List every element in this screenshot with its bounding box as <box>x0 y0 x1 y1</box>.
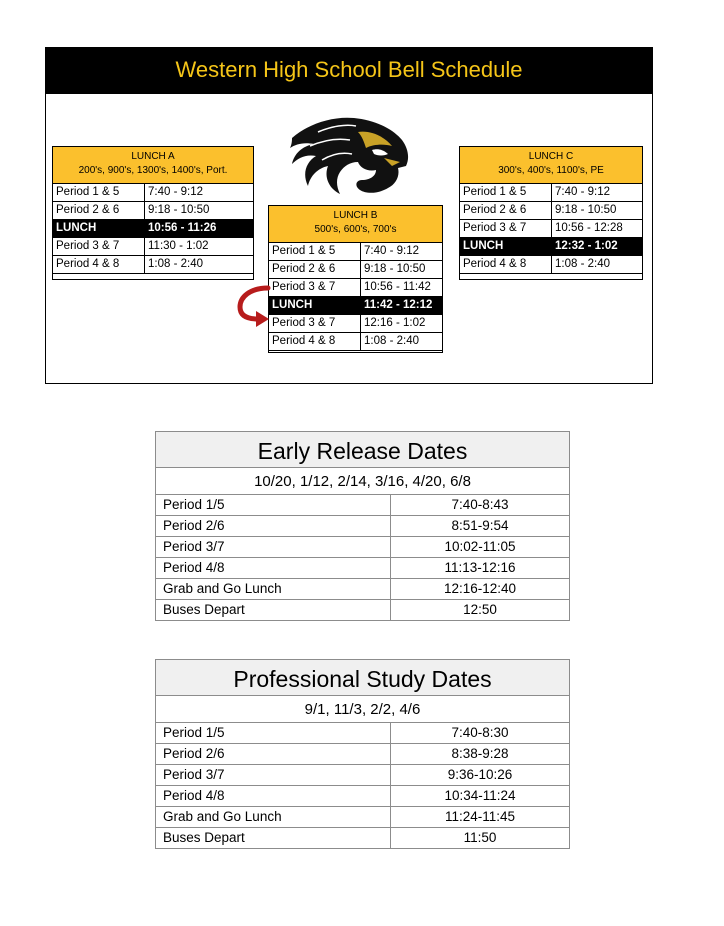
lunch-a-title: LUNCH A <box>131 151 175 162</box>
lunch-a-table <box>52 146 254 280</box>
lunch-c-table <box>459 146 643 280</box>
time-cell: 9:18 - 10:50 <box>145 202 254 220</box>
header-divider <box>45 93 653 94</box>
lunch-b-table <box>268 205 443 353</box>
table-row <box>156 495 569 516</box>
row-time: 7:40-8:43 <box>451 497 509 512</box>
time-cell: 10:56 - 12:28 <box>552 220 643 238</box>
period-cell: Period 1 & 5 <box>460 184 552 202</box>
lunch-b-title: LUNCH B <box>333 210 378 221</box>
row-time: 9:36-10:26 <box>391 765 570 786</box>
time-cell: 7:40 - 9:12 <box>361 243 443 261</box>
table-row <box>156 600 569 621</box>
time-cell: 7:40 - 9:12 <box>145 184 254 202</box>
row-time: 10:02-11:05 <box>391 537 570 558</box>
row-time: 12:50 <box>391 600 570 621</box>
time-cell: 12:32 - 1:02 <box>552 238 643 256</box>
period-cell: Period 3 & 7 <box>269 279 361 297</box>
table-row <box>269 315 442 333</box>
row-label: Grab and Go Lunch <box>156 807 391 828</box>
time-cell: 12:16 - 1:02 <box>361 315 443 333</box>
lunch-b-header <box>269 206 442 243</box>
row-time: 12:16-12:40 <box>391 579 570 600</box>
professional-study-table <box>155 659 570 849</box>
time-cell: 11:30 - 1:02 <box>145 238 254 256</box>
early-release-table <box>155 431 570 621</box>
table-row <box>460 220 642 238</box>
row-label: Period 4/8 <box>156 558 391 579</box>
time-cell: 10:56 - 11:42 <box>361 279 443 297</box>
time-cell: 1:08 - 2:40 <box>145 256 254 274</box>
time-cell: 9:18 - 10:50 <box>361 261 443 279</box>
lunch-row <box>460 238 642 256</box>
lunch-c-header <box>460 147 642 184</box>
table-row <box>156 828 569 849</box>
table-row <box>156 537 569 558</box>
table-row <box>460 256 642 274</box>
row-label: Buses Depart <box>156 600 391 621</box>
period-cell: LUNCH <box>269 297 361 315</box>
table-row <box>53 238 253 256</box>
table-row <box>460 184 642 202</box>
lunch-c-title: LUNCH C <box>528 151 574 162</box>
table-row <box>460 202 642 220</box>
table-row <box>156 516 569 537</box>
row-time: 8:51-9:54 <box>391 516 570 537</box>
table-row <box>269 243 442 261</box>
row-time: 7:40-8:30 <box>451 725 509 740</box>
row-time: 11:13-12:16 <box>391 558 570 579</box>
row-time: 11:50 <box>391 828 570 849</box>
row-label: Period 2/6 <box>156 744 391 765</box>
professional-study-dates: 9/1, 11/3, 2/2, 4/6 <box>156 696 569 723</box>
table-row <box>156 744 569 765</box>
row-label: Period 3/7 <box>156 765 391 786</box>
period-cell: Period 1 & 5 <box>53 184 145 202</box>
table-row <box>53 202 253 220</box>
period-cell: Period 2 & 6 <box>53 202 145 220</box>
period-cell: Period 3 & 7 <box>53 238 145 256</box>
table-row <box>156 558 569 579</box>
early-release-title: Early Release Dates <box>156 432 569 468</box>
lunch-row <box>269 297 442 315</box>
table-row <box>156 765 569 786</box>
table-row <box>156 807 569 828</box>
table-row <box>156 786 569 807</box>
curved-arrow-icon <box>236 285 272 329</box>
table-row <box>156 579 569 600</box>
row-label: Period 1/5 <box>156 723 391 744</box>
row-time: 8:38-9:28 <box>391 744 570 765</box>
row-label: Period 3/7 <box>156 537 391 558</box>
row-label: Period 1/5 <box>156 495 391 516</box>
table-row <box>156 723 569 744</box>
lunch-c-groups: 300's, 400's, 1100's, PE <box>498 165 604 176</box>
period-cell: LUNCH <box>53 220 145 238</box>
time-cell: 11:42 - 12:12 <box>361 297 443 315</box>
period-cell: Period 4 & 8 <box>53 256 145 274</box>
row-label: Buses Depart <box>156 828 391 849</box>
table-row <box>269 333 442 351</box>
time-cell: 9:18 - 10:50 <box>552 202 643 220</box>
period-cell: Period 4 & 8 <box>269 333 361 351</box>
table-row <box>53 184 253 202</box>
period-cell: Period 1 & 5 <box>269 243 361 261</box>
lunch-b-groups: 500's, 600's, 700's <box>314 224 397 235</box>
lunch-a-header <box>53 147 253 184</box>
period-cell: Period 3 & 7 <box>460 220 552 238</box>
period-cell: Period 4 & 8 <box>460 256 552 274</box>
period-cell: Period 2 & 6 <box>460 202 552 220</box>
table-row <box>53 256 253 274</box>
row-label: Period 2/6 <box>156 516 391 537</box>
time-cell: 1:08 - 2:40 <box>361 333 443 351</box>
row-label: Grab and Go Lunch <box>156 579 391 600</box>
time-cell: 7:40 - 9:12 <box>552 184 643 202</box>
page-title: Western High School Bell Schedule <box>45 47 653 93</box>
row-time: 11:24-11:45 <box>391 807 570 828</box>
time-cell: 1:08 - 2:40 <box>552 256 643 274</box>
early-release-dates: 10/20, 1/12, 2/14, 3/16, 4/20, 6/8 <box>156 468 569 495</box>
professional-study-title: Professional Study Dates <box>156 660 569 696</box>
table-row <box>269 261 442 279</box>
panther-head-icon <box>288 110 412 196</box>
table-row <box>269 279 442 297</box>
lunch-row <box>53 220 253 238</box>
period-cell: Period 3 & 7 <box>269 315 361 333</box>
period-cell: Period 2 & 6 <box>269 261 361 279</box>
time-cell: 10:56 - 11:26 <box>145 220 254 238</box>
row-label: Period 4/8 <box>156 786 391 807</box>
lunch-a-groups: 200's, 900's, 1300's, 1400's, Port. <box>78 165 228 176</box>
period-cell: LUNCH <box>460 238 552 256</box>
row-time: 10:34-11:24 <box>391 786 570 807</box>
